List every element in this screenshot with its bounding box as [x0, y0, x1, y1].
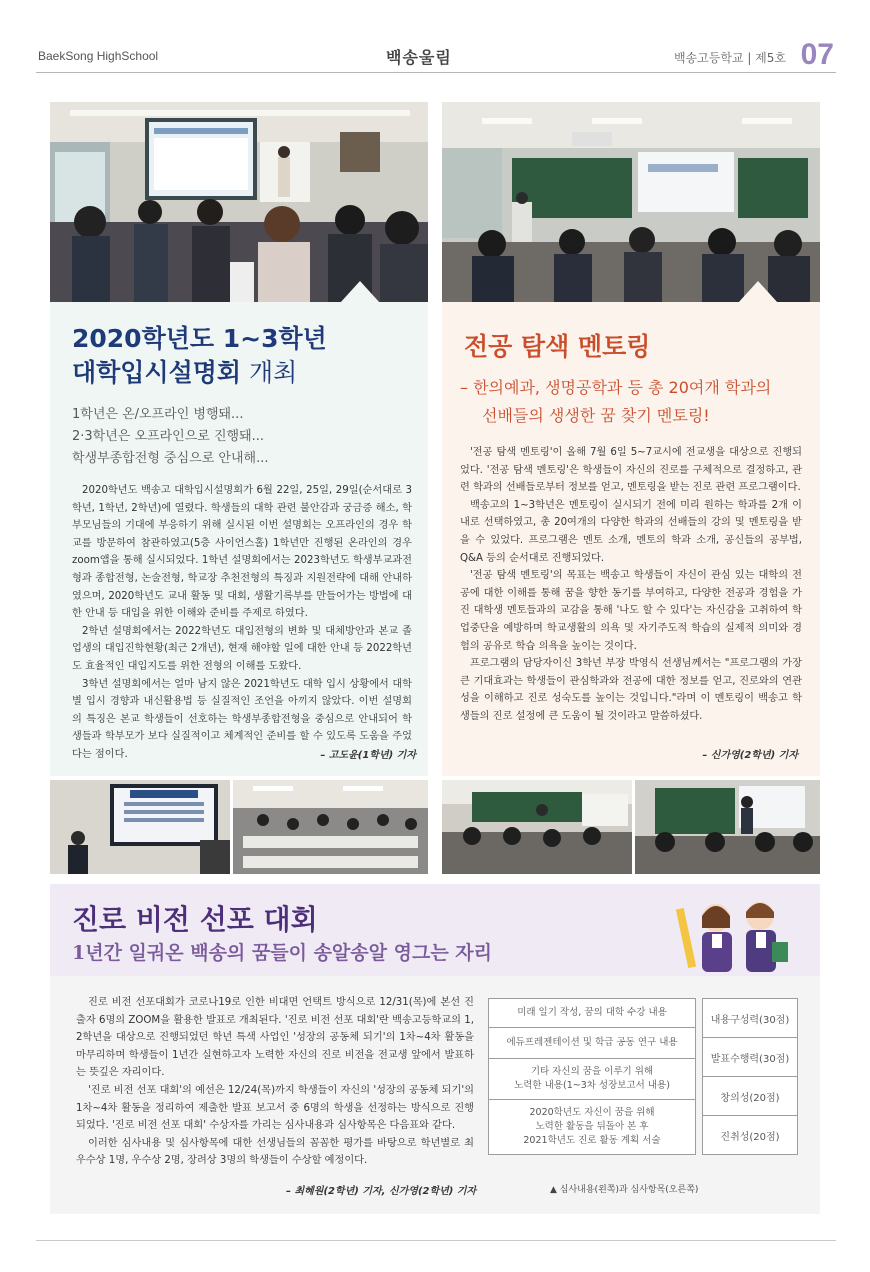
judging-item-cell: 내용구성력(30점) — [702, 998, 798, 1038]
vision-header-band — [50, 884, 820, 976]
vision-paragraph: 진로 비전 선포대회가 코로나19로 인한 비대면 언택트 방식으로 12/31(목)에 본선 진출자 6명의 ZOOM을 활용한 발표로 개최된다. '진로 비전 선포 대회'란 백송고등학교의 1, 2학년을 대상으로 진행되었던 학년 특색 사업인 '성장의 공동체 되기'의 1차~4차 활동을 마무리하며 학생들이 1년간 실현하고자 노력한 자신의 진로 비전을 전교생 앞에서 발표하는 뜻깊은 자리이다. — [76, 997, 474, 1079]
admission-subtitle-line: 1학년은 온/오프라인 병행돼... — [72, 407, 244, 422]
mentoring-subtitle-line2: 선배들의 생생한 꿈 찾기 멘토링! — [482, 406, 710, 425]
mentoring-session-photo — [442, 780, 632, 874]
admission-headline — [72, 322, 327, 390]
issue-info: 백송고등학교 | 제5호 — [673, 51, 786, 65]
judging-item-cell: 발표수행력(30점) — [702, 1037, 798, 1077]
mentoring-body — [460, 444, 802, 726]
mentoring-subtitle — [460, 374, 771, 430]
mentoring-paragraph: '전공 탐색 멘토링'의 목표는 백송고 학생들이 자신이 관심 있는 대학의 전공에 대한 이해를 통해 꿈을 향한 동기를 부여하고, 다양한 전공과 경험을 가진 대학생 멘토들과의 교감을 통해 '나도 할 수 있다'는 자신감을 고취하여 학업중단을 예방하며 학교생활의 의욕 및 자기주도적 학습의 실제적 의미와 경험의 공유로 학습 의욕을 높이는 것이다. — [460, 570, 802, 652]
vision-title: 진로 비전 선포 대회 — [72, 903, 318, 936]
mentoring-paragraph: '전공 탐색 멘토링'이 올해 7월 6일 5~7교시에 전교생을 대상으로 진행되었다. '전공 탐색 멘토링'은 학생들이 자신의 진로를 구체적으로 결정하고, 관련 학과의 선배들로부터 정보를 얻고, 멘토링을 받는 진로 관련 프로그램이다. — [460, 447, 802, 494]
admission-subtitle-line: 2·3학년은 오프라인으로 진행돼... — [72, 429, 265, 444]
vision-body — [76, 994, 474, 1170]
admission-title-line1: 2020학년도 1~3학년 — [72, 324, 327, 353]
admission-paragraph: 2020학년도 백송고 대학입시설명회가 6월 22일, 25일, 29일(순서대로 3학년, 1학년, 2학년)에 열렸다. 학생들의 대학 관련 불안감과 궁금증 해소, 학부모님들의 기대에 부응하기 위해 실시된 이번 설명회는 오프라인의 경우 학교를 방문하여 참관하였고(5층 사이언스홀) 1학년만 진행된 온라인의 경우 zoom앱을 통해 실시되었다. 1학년 설명회에서는 2023학년도 학생부교과전형과 종합전형, 논술전형, 학교장 추천전형의 특징과 지원전략에 대해 안내하였으며, 2020학년도 교내 활동 및 대회, 생활기록부를 만들어가는 방법에 대한 안내 등 대입을 위한 이해와 준비를 주제로 하였다. — [72, 485, 412, 620]
article-admission — [50, 102, 428, 776]
vision-paragraph: 이러한 심사내용 및 심사항목에 대한 선생님들의 꼼꼼한 평가를 바탕으로 학년별로 최우수상 1명, 우수상 2명, 장려상 3명의 학생들이 수상할 예정이다. — [76, 1137, 474, 1167]
admission-paragraph: 3학년 설명회에서는 얼마 남지 않은 2021학년도 대학 입시 상황에서 대학별 입시 경향과 내신활용법 등 실질적인 조언을 아끼지 않았다. 이번 설명회의 특징은 본교 학생들이 선호하는 학생부종합전형을 중심으로 안내되어 학생들과 학부모가 보다 실질적이고 체계적인 준비를 할 수 있도록 도움을 주었다는 점이다. — [72, 678, 412, 760]
admission-title-bold: 대학입시설명회 — [72, 358, 242, 387]
header-divider — [36, 72, 836, 73]
mentoring-byline: – 신가영(2학년) 기자 — [702, 750, 798, 761]
mentoring-subtitle-line1: – 한의예과, 생명공학과 등 총 20여개 학과의 — [460, 378, 772, 397]
admission-paragraph: 2학년 설명회에서는 2022학년도 대입전형의 변화 및 대체방안과 본교 졸업생의 대입진학현황(최근 2개년), 현재 해야할 일에 대한 안내 등 2022학년도 효율적인 대입지도를 위한 전형의 이해를 도왔다. — [72, 625, 412, 672]
vision-byline: – 최혜원(2학년) 기자, 신가영(2학년) 기자 — [286, 1186, 477, 1197]
admission-body — [72, 482, 412, 764]
admission-subtitle-line: 학생부종합전형 중심으로 안내해... — [72, 451, 269, 466]
classroom-briefing-photo — [50, 102, 428, 302]
page-number: 07 — [800, 38, 834, 71]
mentor-lecture-photo — [635, 780, 820, 874]
admission-subtitle — [72, 404, 268, 470]
footer-divider — [36, 1240, 836, 1241]
table-caption: ▲ 심사내용(왼쪽)과 심사항목(오른쪽) — [550, 1185, 699, 1195]
page-header — [36, 38, 836, 76]
article-vision — [50, 884, 820, 1214]
judging-items-column — [702, 998, 798, 1155]
audience-hall-photo — [233, 780, 428, 874]
students-illustration — [676, 888, 794, 978]
newsletter-logo: 백송울림 — [386, 48, 452, 67]
judging-content-cell: 기타 자신의 꿈을 이루기 위해 노력한 내용(1~3차 성장보고서 내용) — [488, 1058, 696, 1100]
mentoring-paragraph: 프로그램의 담당자이신 3학년 부장 박영식 선생님께서는 "프로그램의 가장 큰 기대효과는 학생들이 관심학과와 전공에 대한 정보를 얻고, 진로와의 연관성을 이해하고 진로 성숙도를 높이는 것입니다."라며 이 멘토링이 백송고 학생들의 진로 설정에 큰 도움이 될 것이라고 말씀하셨다. — [460, 658, 802, 722]
school-name-en: BaekSong HighSchool — [38, 49, 159, 63]
admission-byline: – 고도윤(1학년) 기자 — [320, 750, 416, 761]
judging-content-cell: 2020학년도 자신이 꿈을 위해 노력한 활동을 뒤돌아 본 후 2021학년도 진로 활동 계획 서술 — [488, 1099, 696, 1155]
mentoring-classroom-photo — [442, 102, 820, 302]
judging-contents-column — [488, 998, 696, 1155]
admission-title-light: 개최 — [241, 358, 298, 387]
mentoring-title: 전공 탐색 멘토링 — [464, 332, 651, 361]
judging-item-cell: 창의성(20점) — [702, 1076, 798, 1116]
vision-paragraph: '진로 비전 선포 대회'의 예선은 12/24(목)까지 학생들이 자신의 '성장의 공동체 되기'의 1차~4차 활동을 정리하여 제출한 발표 보고서 중 6명의 학생을 선정하는 방식으로 진행되었다. '진로 비전 선포 대회' 수상자를 가리는 심사내용과 심사항목은 다음표와 같다. — [76, 1084, 474, 1132]
vision-subtitle: 1년간 일궈온 백송의 꿈들이 송알송알 영그는 자리 — [72, 942, 492, 964]
presentation-photo — [50, 780, 230, 874]
mentoring-paragraph: 백송고의 1~3학년은 멘토링이 실시되기 전에 미리 원하는 학과를 2개 이내로 선택하였고, 총 20여개의 다양한 학과의 선배들의 강의 및 멘토링을 받을 수 있었다. 프로그램은 멘토 소개, 멘토의 학과 소개, 공신들의 공부법, Q&A 등의 순서대로 진행되었다. — [460, 499, 802, 564]
judging-item-cell: 진취성(20점) — [702, 1115, 798, 1155]
article-mentoring — [442, 102, 820, 776]
judging-content-cell: 에듀프레젠테이션 및 학급 공동 연구 내용 — [488, 1027, 696, 1059]
judging-content-cell: 미래 일기 작성, 꿈의 대학 수강 내용 — [488, 998, 696, 1028]
